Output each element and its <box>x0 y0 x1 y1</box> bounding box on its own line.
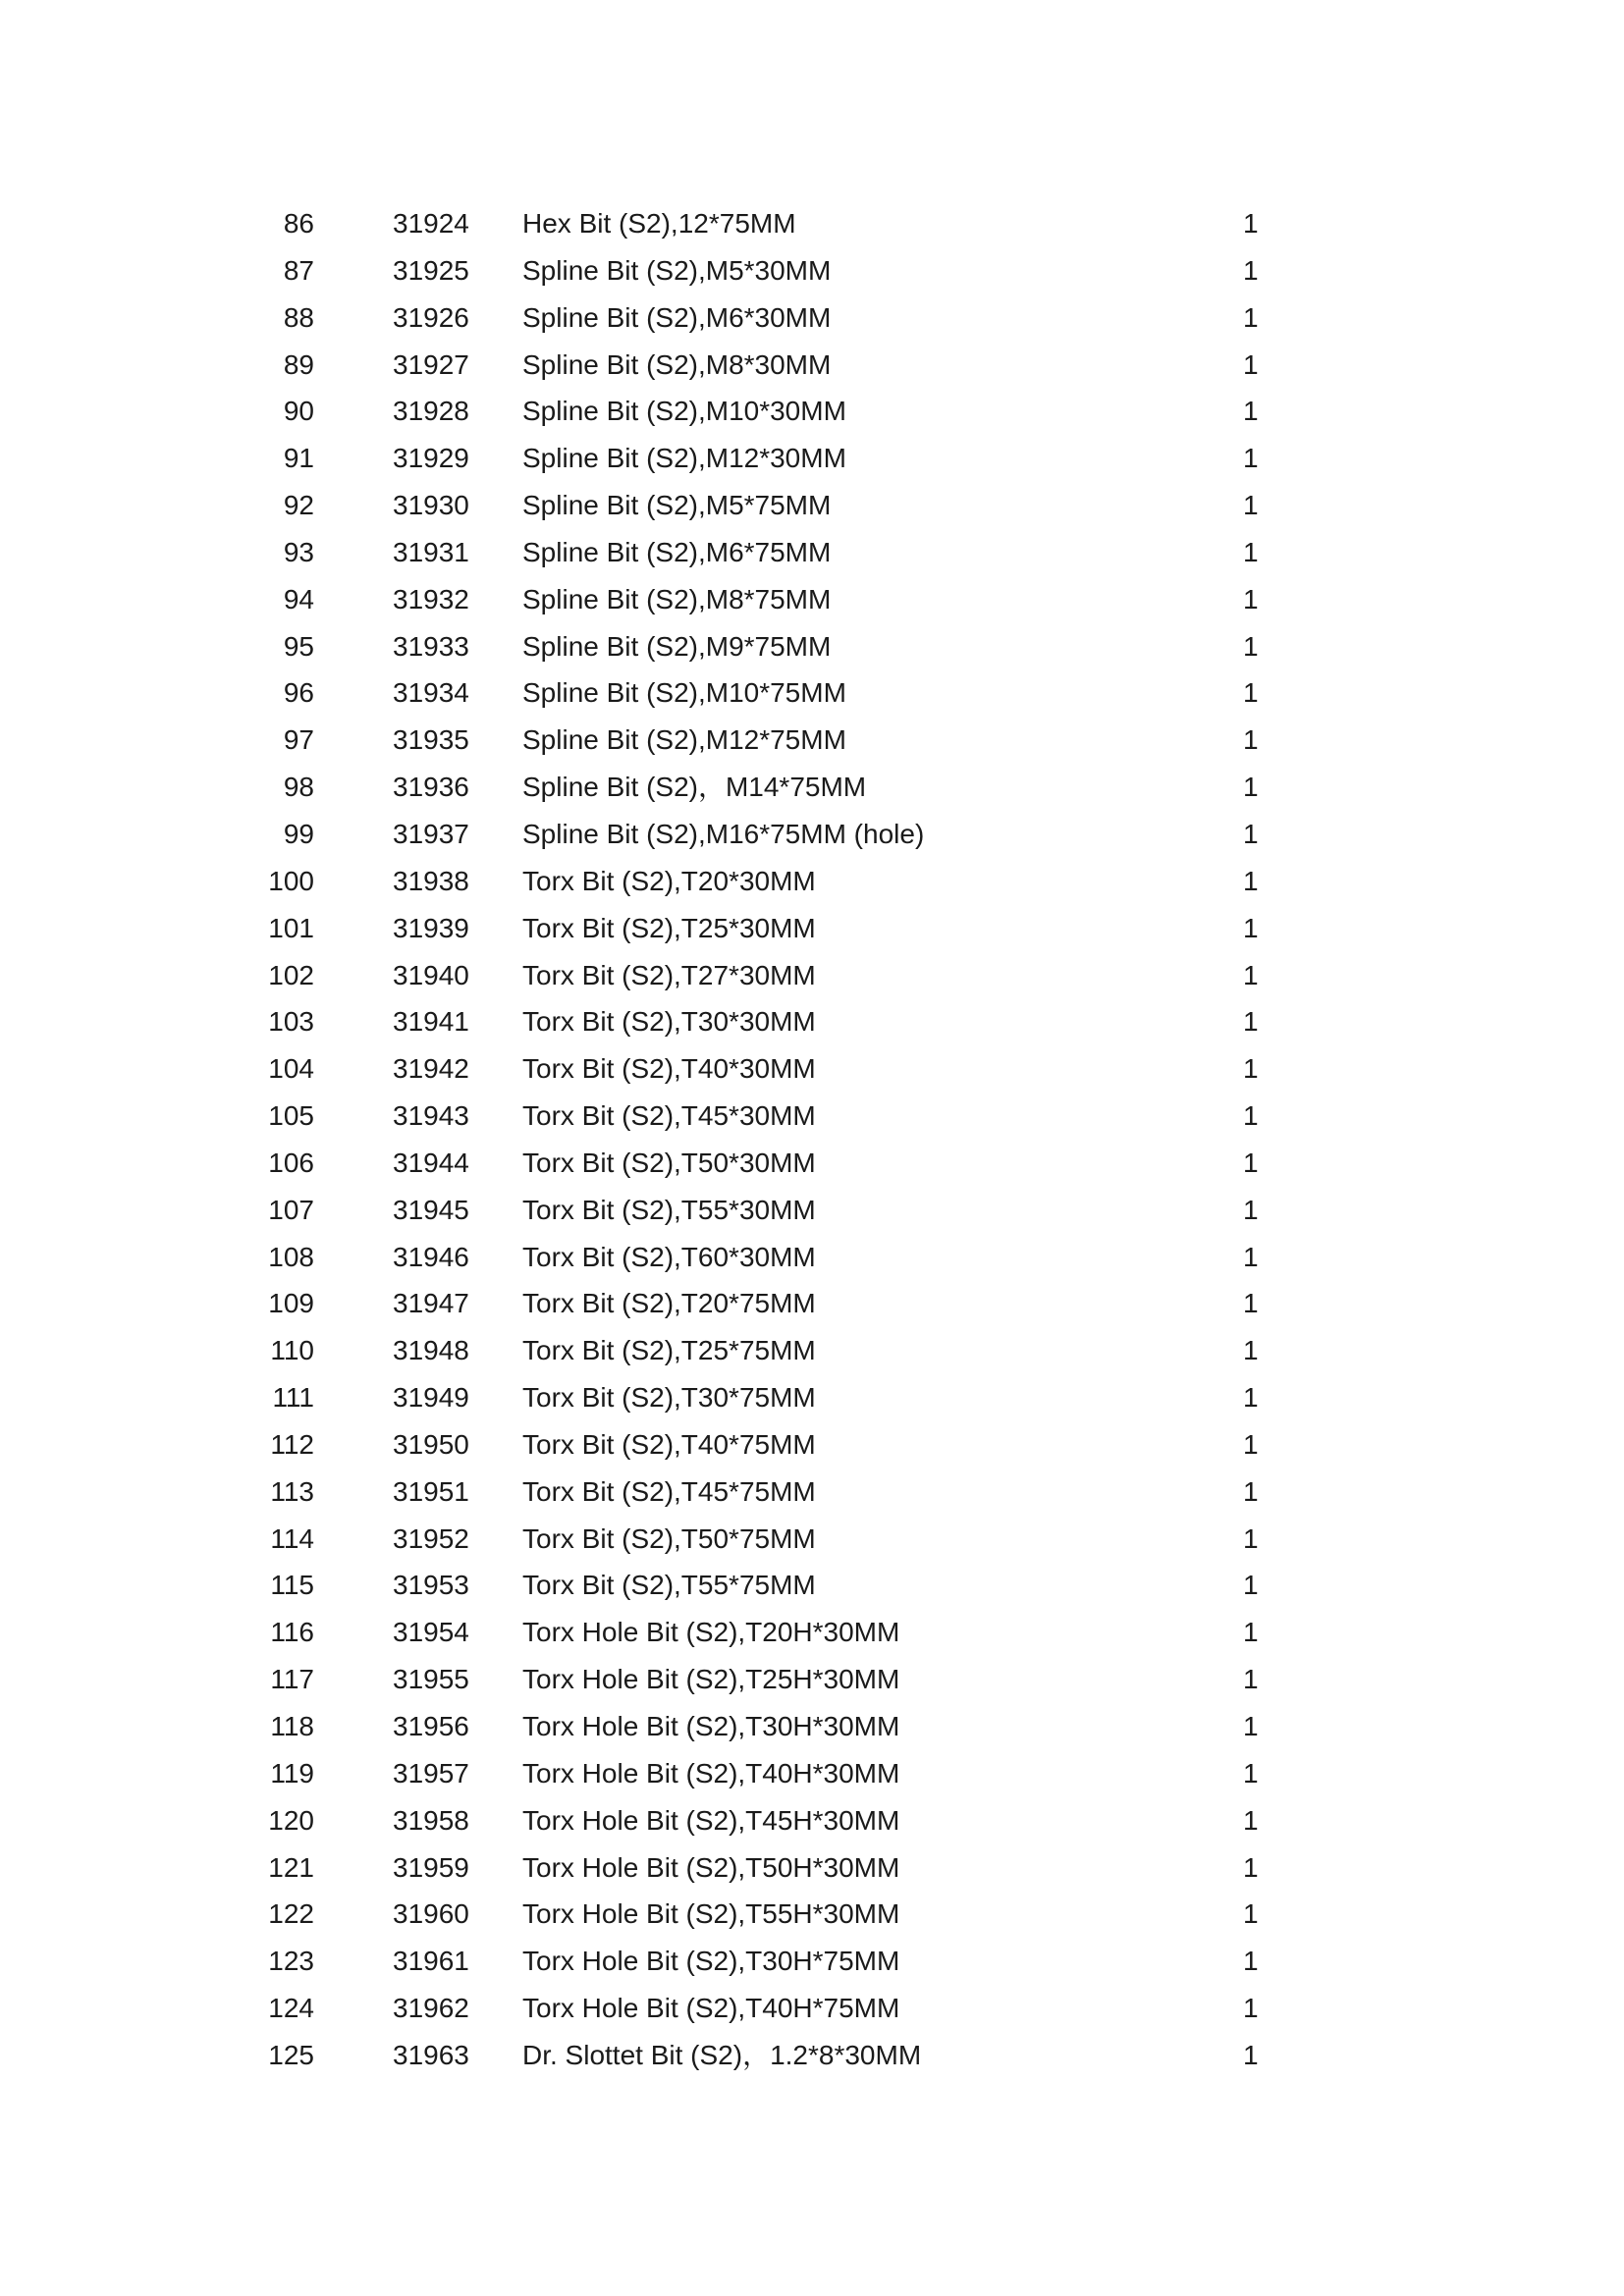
table-row <box>0 764 1624 811</box>
part-code: 31958 <box>393 1804 469 1836</box>
part-code: 31941 <box>393 1006 469 1038</box>
part-code: 31954 <box>393 1617 469 1648</box>
item-number: 103 <box>268 1006 314 1038</box>
item-number: 91 <box>283 443 314 474</box>
table-row <box>0 294 1624 342</box>
quantity: 1 <box>1243 912 1259 943</box>
part-description: Spline Bit (S2)，M14*75MM <box>522 772 867 803</box>
part-description: Dr. Slottet Bit (S2)，1.2*8*30MM <box>522 2039 922 2070</box>
part-code: 31943 <box>393 1100 469 1132</box>
item-number: 112 <box>270 1428 314 1460</box>
quantity: 1 <box>1243 1851 1259 1883</box>
part-description: Torx Bit (S2),T45*75MM <box>522 1475 816 1507</box>
part-description: Spline Bit (S2),M6*75MM <box>522 536 832 567</box>
part-code: 31928 <box>393 396 469 427</box>
item-number: 110 <box>270 1335 314 1366</box>
table-row <box>0 1609 1624 1656</box>
part-description: Torx Hole Bit (S2),T40H*75MM <box>522 1993 900 2024</box>
table-row <box>0 1421 1624 1468</box>
table-row <box>0 858 1624 905</box>
table-row <box>0 1140 1624 1187</box>
item-number: 118 <box>270 1711 314 1741</box>
part-description: Torx Bit (S2),T45*30MM <box>522 1100 816 1132</box>
part-description: Spline Bit (S2),M5*30MM <box>522 254 832 286</box>
part-code: 31961 <box>393 1946 469 1977</box>
quantity: 1 <box>1243 443 1259 474</box>
quantity: 1 <box>1243 1993 1259 2024</box>
quantity: 1 <box>1243 818 1259 849</box>
part-code: 31963 <box>393 2039 469 2070</box>
table-row <box>0 998 1624 1045</box>
quantity: 1 <box>1243 772 1259 803</box>
part-description: Spline Bit (S2),M6*30MM <box>522 301 832 333</box>
quantity: 1 <box>1243 724 1259 756</box>
part-code: 31945 <box>393 1194 469 1225</box>
item-number: 97 <box>283 724 314 756</box>
item-number: 86 <box>283 208 314 239</box>
part-description: Torx Bit (S2),T40*75MM <box>522 1428 816 1460</box>
item-number: 108 <box>268 1241 314 1272</box>
quantity: 1 <box>1243 208 1259 239</box>
part-code: 31957 <box>393 1757 469 1789</box>
part-code: 31956 <box>393 1711 469 1741</box>
part-code: 31962 <box>393 1993 469 2024</box>
table-row <box>0 1797 1624 1844</box>
part-description: Torx Bit (S2),T27*30MM <box>522 959 816 990</box>
part-code: 31942 <box>393 1053 469 1085</box>
item-number: 116 <box>270 1617 314 1648</box>
item-number: 111 <box>272 1382 314 1414</box>
part-description: Torx Bit (S2),T50*30MM <box>522 1147 816 1178</box>
part-code: 31925 <box>393 254 469 286</box>
part-code: 31930 <box>393 490 469 521</box>
item-number: 123 <box>268 1946 314 1977</box>
table-row <box>0 905 1624 952</box>
part-description: Torx Hole Bit (S2),T45H*30MM <box>522 1804 900 1836</box>
quantity: 1 <box>1243 536 1259 567</box>
table-row <box>0 200 1624 247</box>
table-row <box>0 1938 1624 1985</box>
item-number: 104 <box>268 1053 314 1085</box>
table-row <box>0 1985 1624 2032</box>
part-description: Torx Hole Bit (S2),T20H*30MM <box>522 1617 900 1648</box>
parts-list-table <box>0 200 1624 2079</box>
part-description: Spline Bit (S2),M8*30MM <box>522 348 832 380</box>
part-description: Torx Bit (S2),T55*75MM <box>522 1570 816 1601</box>
part-description: Torx Bit (S2),T30*75MM <box>522 1382 816 1414</box>
item-number: 114 <box>270 1522 314 1554</box>
item-number: 109 <box>268 1288 314 1319</box>
quantity: 1 <box>1243 1617 1259 1648</box>
table-row <box>0 482 1624 529</box>
part-code: 31929 <box>393 443 469 474</box>
table-row <box>0 1045 1624 1093</box>
part-code: 31951 <box>393 1475 469 1507</box>
table-row <box>0 1750 1624 1797</box>
item-number: 92 <box>283 490 314 521</box>
part-description: Hex Bit (S2),12*75MM <box>522 208 796 239</box>
part-description: Torx Bit (S2),T25*75MM <box>522 1335 816 1366</box>
part-description: Torx Bit (S2),T55*30MM <box>522 1194 816 1225</box>
quantity: 1 <box>1243 1194 1259 1225</box>
part-description: Spline Bit (S2),M5*75MM <box>522 490 832 521</box>
part-description: Spline Bit (S2),M12*75MM <box>522 724 846 756</box>
quantity: 1 <box>1243 1475 1259 1507</box>
table-row <box>0 1703 1624 1750</box>
part-description: Torx Bit (S2),T30*30MM <box>522 1006 816 1038</box>
item-number: 100 <box>268 865 314 896</box>
part-code: 31947 <box>393 1288 469 1319</box>
table-row <box>0 1234 1624 1281</box>
quantity: 1 <box>1243 301 1259 333</box>
quantity: 1 <box>1243 1570 1259 1601</box>
part-code: 31927 <box>393 348 469 380</box>
item-number: 106 <box>268 1147 314 1178</box>
item-number: 115 <box>270 1570 314 1601</box>
table-row <box>0 1468 1624 1516</box>
quantity: 1 <box>1243 630 1259 662</box>
part-code: 31931 <box>393 536 469 567</box>
part-description: Spline Bit (S2),M12*30MM <box>522 443 846 474</box>
part-description: Spline Bit (S2),M8*75MM <box>522 583 832 614</box>
table-row <box>0 1516 1624 1563</box>
table-row <box>0 529 1624 576</box>
item-number: 125 <box>268 2039 314 2070</box>
item-number: 117 <box>270 1664 314 1695</box>
item-number: 121 <box>268 1851 314 1883</box>
item-number: 94 <box>283 583 314 614</box>
table-row <box>0 435 1624 482</box>
table-row <box>0 811 1624 858</box>
item-number: 102 <box>268 959 314 990</box>
table-row <box>0 1093 1624 1140</box>
part-code: 31933 <box>393 630 469 662</box>
table-row <box>0 952 1624 999</box>
item-number: 99 <box>283 818 314 849</box>
quantity: 1 <box>1243 583 1259 614</box>
quantity: 1 <box>1243 1804 1259 1836</box>
part-code: 31959 <box>393 1851 469 1883</box>
quantity: 1 <box>1243 1053 1259 1085</box>
quantity: 1 <box>1243 1946 1259 1977</box>
part-code: 31940 <box>393 959 469 990</box>
table-row <box>0 717 1624 764</box>
part-code: 31950 <box>393 1428 469 1460</box>
quantity: 1 <box>1243 1711 1259 1741</box>
part-description: Torx Bit (S2),T40*30MM <box>522 1053 816 1085</box>
quantity: 1 <box>1243 490 1259 521</box>
table-row <box>0 1891 1624 1938</box>
table-row <box>0 1374 1624 1421</box>
item-number: 90 <box>283 396 314 427</box>
part-description: Torx Bit (S2),T20*30MM <box>522 865 816 896</box>
table-row <box>0 1656 1624 1703</box>
table-row <box>0 623 1624 670</box>
part-description: Torx Bit (S2),T20*75MM <box>522 1288 816 1319</box>
part-description: Spline Bit (S2),M9*75MM <box>522 630 832 662</box>
quantity: 1 <box>1243 1428 1259 1460</box>
quantity: 1 <box>1243 1757 1259 1789</box>
part-description: Torx Hole Bit (S2),T30H*75MM <box>522 1946 900 1977</box>
quantity: 1 <box>1243 677 1259 709</box>
table-row <box>0 1280 1624 1327</box>
part-description: Spline Bit (S2),M10*30MM <box>522 396 846 427</box>
part-description: Torx Hole Bit (S2),T30H*30MM <box>522 1711 900 1741</box>
part-code: 31936 <box>393 772 469 803</box>
part-description: Torx Bit (S2),T50*75MM <box>522 1522 816 1554</box>
part-code: 31934 <box>393 677 469 709</box>
part-description: Torx Hole Bit (S2),T40H*30MM <box>522 1757 900 1789</box>
part-description: Spline Bit (S2),M16*75MM (hole) <box>522 818 925 849</box>
part-description: Torx Bit (S2),T60*30MM <box>522 1241 816 1272</box>
part-code: 31938 <box>393 865 469 896</box>
quantity: 1 <box>1243 2039 1259 2070</box>
quantity: 1 <box>1243 1100 1259 1132</box>
item-number: 101 <box>268 912 314 943</box>
quantity: 1 <box>1243 1382 1259 1414</box>
part-description: Torx Hole Bit (S2),T55H*30MM <box>522 1898 900 1930</box>
table-row <box>0 1562 1624 1609</box>
table-row <box>0 342 1624 389</box>
part-code: 31935 <box>393 724 469 756</box>
item-number: 120 <box>268 1804 314 1836</box>
part-description: Torx Hole Bit (S2),T50H*30MM <box>522 1851 900 1883</box>
part-code: 31924 <box>393 208 469 239</box>
quantity: 1 <box>1243 1288 1259 1319</box>
part-description: Spline Bit (S2),M10*75MM <box>522 677 846 709</box>
table-row <box>0 1327 1624 1374</box>
item-number: 119 <box>270 1757 314 1789</box>
table-row <box>0 669 1624 717</box>
table-row <box>0 2032 1624 2079</box>
table-row <box>0 1844 1624 1892</box>
part-code: 31944 <box>393 1147 469 1178</box>
item-number: 89 <box>283 348 314 380</box>
quantity: 1 <box>1243 1006 1259 1038</box>
part-code: 31960 <box>393 1898 469 1930</box>
item-number: 98 <box>283 772 314 803</box>
item-number: 88 <box>283 301 314 333</box>
quantity: 1 <box>1243 1241 1259 1272</box>
quantity: 1 <box>1243 1898 1259 1930</box>
part-description: Torx Bit (S2),T25*30MM <box>522 912 816 943</box>
item-number: 113 <box>270 1475 314 1507</box>
part-code: 31946 <box>393 1241 469 1272</box>
table-row <box>0 576 1624 623</box>
part-code: 31926 <box>393 301 469 333</box>
item-number: 122 <box>268 1898 314 1930</box>
part-code: 31955 <box>393 1664 469 1695</box>
table-row <box>0 247 1624 294</box>
item-number: 105 <box>268 1100 314 1132</box>
item-number: 124 <box>268 1993 314 2024</box>
table-row <box>0 388 1624 435</box>
quantity: 1 <box>1243 865 1259 896</box>
item-number: 95 <box>283 630 314 662</box>
part-code: 31949 <box>393 1382 469 1414</box>
quantity: 1 <box>1243 959 1259 990</box>
part-code: 31937 <box>393 818 469 849</box>
quantity: 1 <box>1243 348 1259 380</box>
item-number: 96 <box>283 677 314 709</box>
part-code: 31952 <box>393 1522 469 1554</box>
quantity: 1 <box>1243 1522 1259 1554</box>
item-number: 87 <box>283 254 314 286</box>
item-number: 107 <box>268 1194 314 1225</box>
part-code: 31932 <box>393 583 469 614</box>
part-description: Torx Hole Bit (S2),T25H*30MM <box>522 1664 900 1695</box>
quantity: 1 <box>1243 1147 1259 1178</box>
quantity: 1 <box>1243 396 1259 427</box>
part-code: 31953 <box>393 1570 469 1601</box>
table-row <box>0 1187 1624 1234</box>
quantity: 1 <box>1243 254 1259 286</box>
part-code: 31939 <box>393 912 469 943</box>
quantity: 1 <box>1243 1335 1259 1366</box>
quantity: 1 <box>1243 1664 1259 1695</box>
item-number: 93 <box>283 536 314 567</box>
part-code: 31948 <box>393 1335 469 1366</box>
